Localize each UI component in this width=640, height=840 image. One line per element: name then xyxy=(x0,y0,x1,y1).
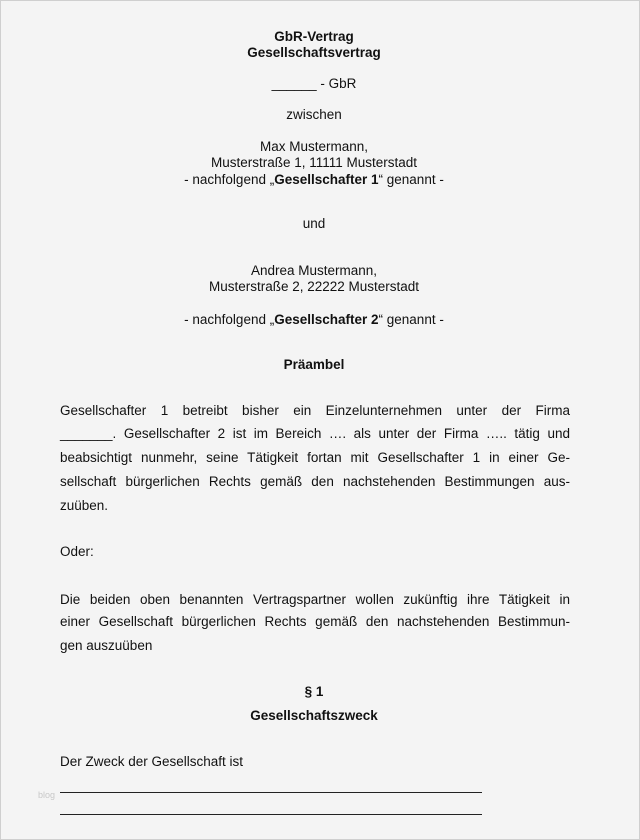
paragraph-line: _______. Gesellschafter 2 ist im Bereich …. als unter der Firma ….. tätig und xyxy=(60,426,570,441)
paragraph-line: Gesellschafter 1 betreibt bisher ein Einzelunternehmen unter der Firma xyxy=(60,403,570,418)
role-prefix: - nachfolgend „ xyxy=(184,172,275,187)
between-label: zwischen xyxy=(286,107,342,122)
paragraph-line: zuüben. xyxy=(60,498,109,513)
paragraph-line: einer Gesellschaft bürgerlichen Rechts gemäß den nachstehenden Bestimmun- xyxy=(60,614,570,629)
role-suffix: “ genannt - xyxy=(378,312,444,327)
blank-line xyxy=(60,814,482,815)
partner1-role xyxy=(0,172,628,188)
partner2-name: Andrea Mustermann, xyxy=(250,263,378,278)
partner2-role xyxy=(0,312,628,328)
role-prefix: - nachfolgend „ xyxy=(184,312,275,327)
watermark: blog xyxy=(38,790,56,800)
role-suffix: “ genannt - xyxy=(378,172,444,187)
or-label: Oder: xyxy=(60,544,94,559)
role-name: Gesellschafter 2 xyxy=(274,312,379,327)
blank-line xyxy=(60,792,482,793)
gbr-name: ______ - GbR xyxy=(271,76,357,91)
partner1-name: Max Mustermann, xyxy=(259,139,369,154)
role-name: Gesellschafter 1 xyxy=(274,172,379,187)
paragraph-line: sellschaft bürgerlichen Rechts gemäß den nachstehenden Bestimmungen aus- xyxy=(60,474,570,489)
partner1-address: Musterstraße 1, 11111 Musterstadt xyxy=(210,155,418,170)
document-title: GbR-Vertrag xyxy=(274,29,354,44)
and-label: und xyxy=(302,216,326,231)
purpose-text: Der Zweck der Gesellschaft ist xyxy=(60,754,244,769)
paragraph-line: gen auszuüben xyxy=(60,638,153,653)
document-subtitle: Gesellschaftsvertrag xyxy=(247,45,381,60)
paragraph-line: Die beiden oben benannten Vertragspartner wollen zukünftig ihre Tätigkeit in xyxy=(60,592,570,607)
section-heading: Gesellschaftszweck xyxy=(250,708,378,723)
section-number: § 1 xyxy=(304,684,324,699)
partner2-address: Musterstraße 2, 22222 Musterstadt xyxy=(208,279,420,294)
paragraph-line: beabsichtigt nunmehr, seine Tätigkeit fortan mit Gesellschafter 1 in einer Ge- xyxy=(60,450,570,465)
preamble-heading: Präambel xyxy=(283,357,345,372)
